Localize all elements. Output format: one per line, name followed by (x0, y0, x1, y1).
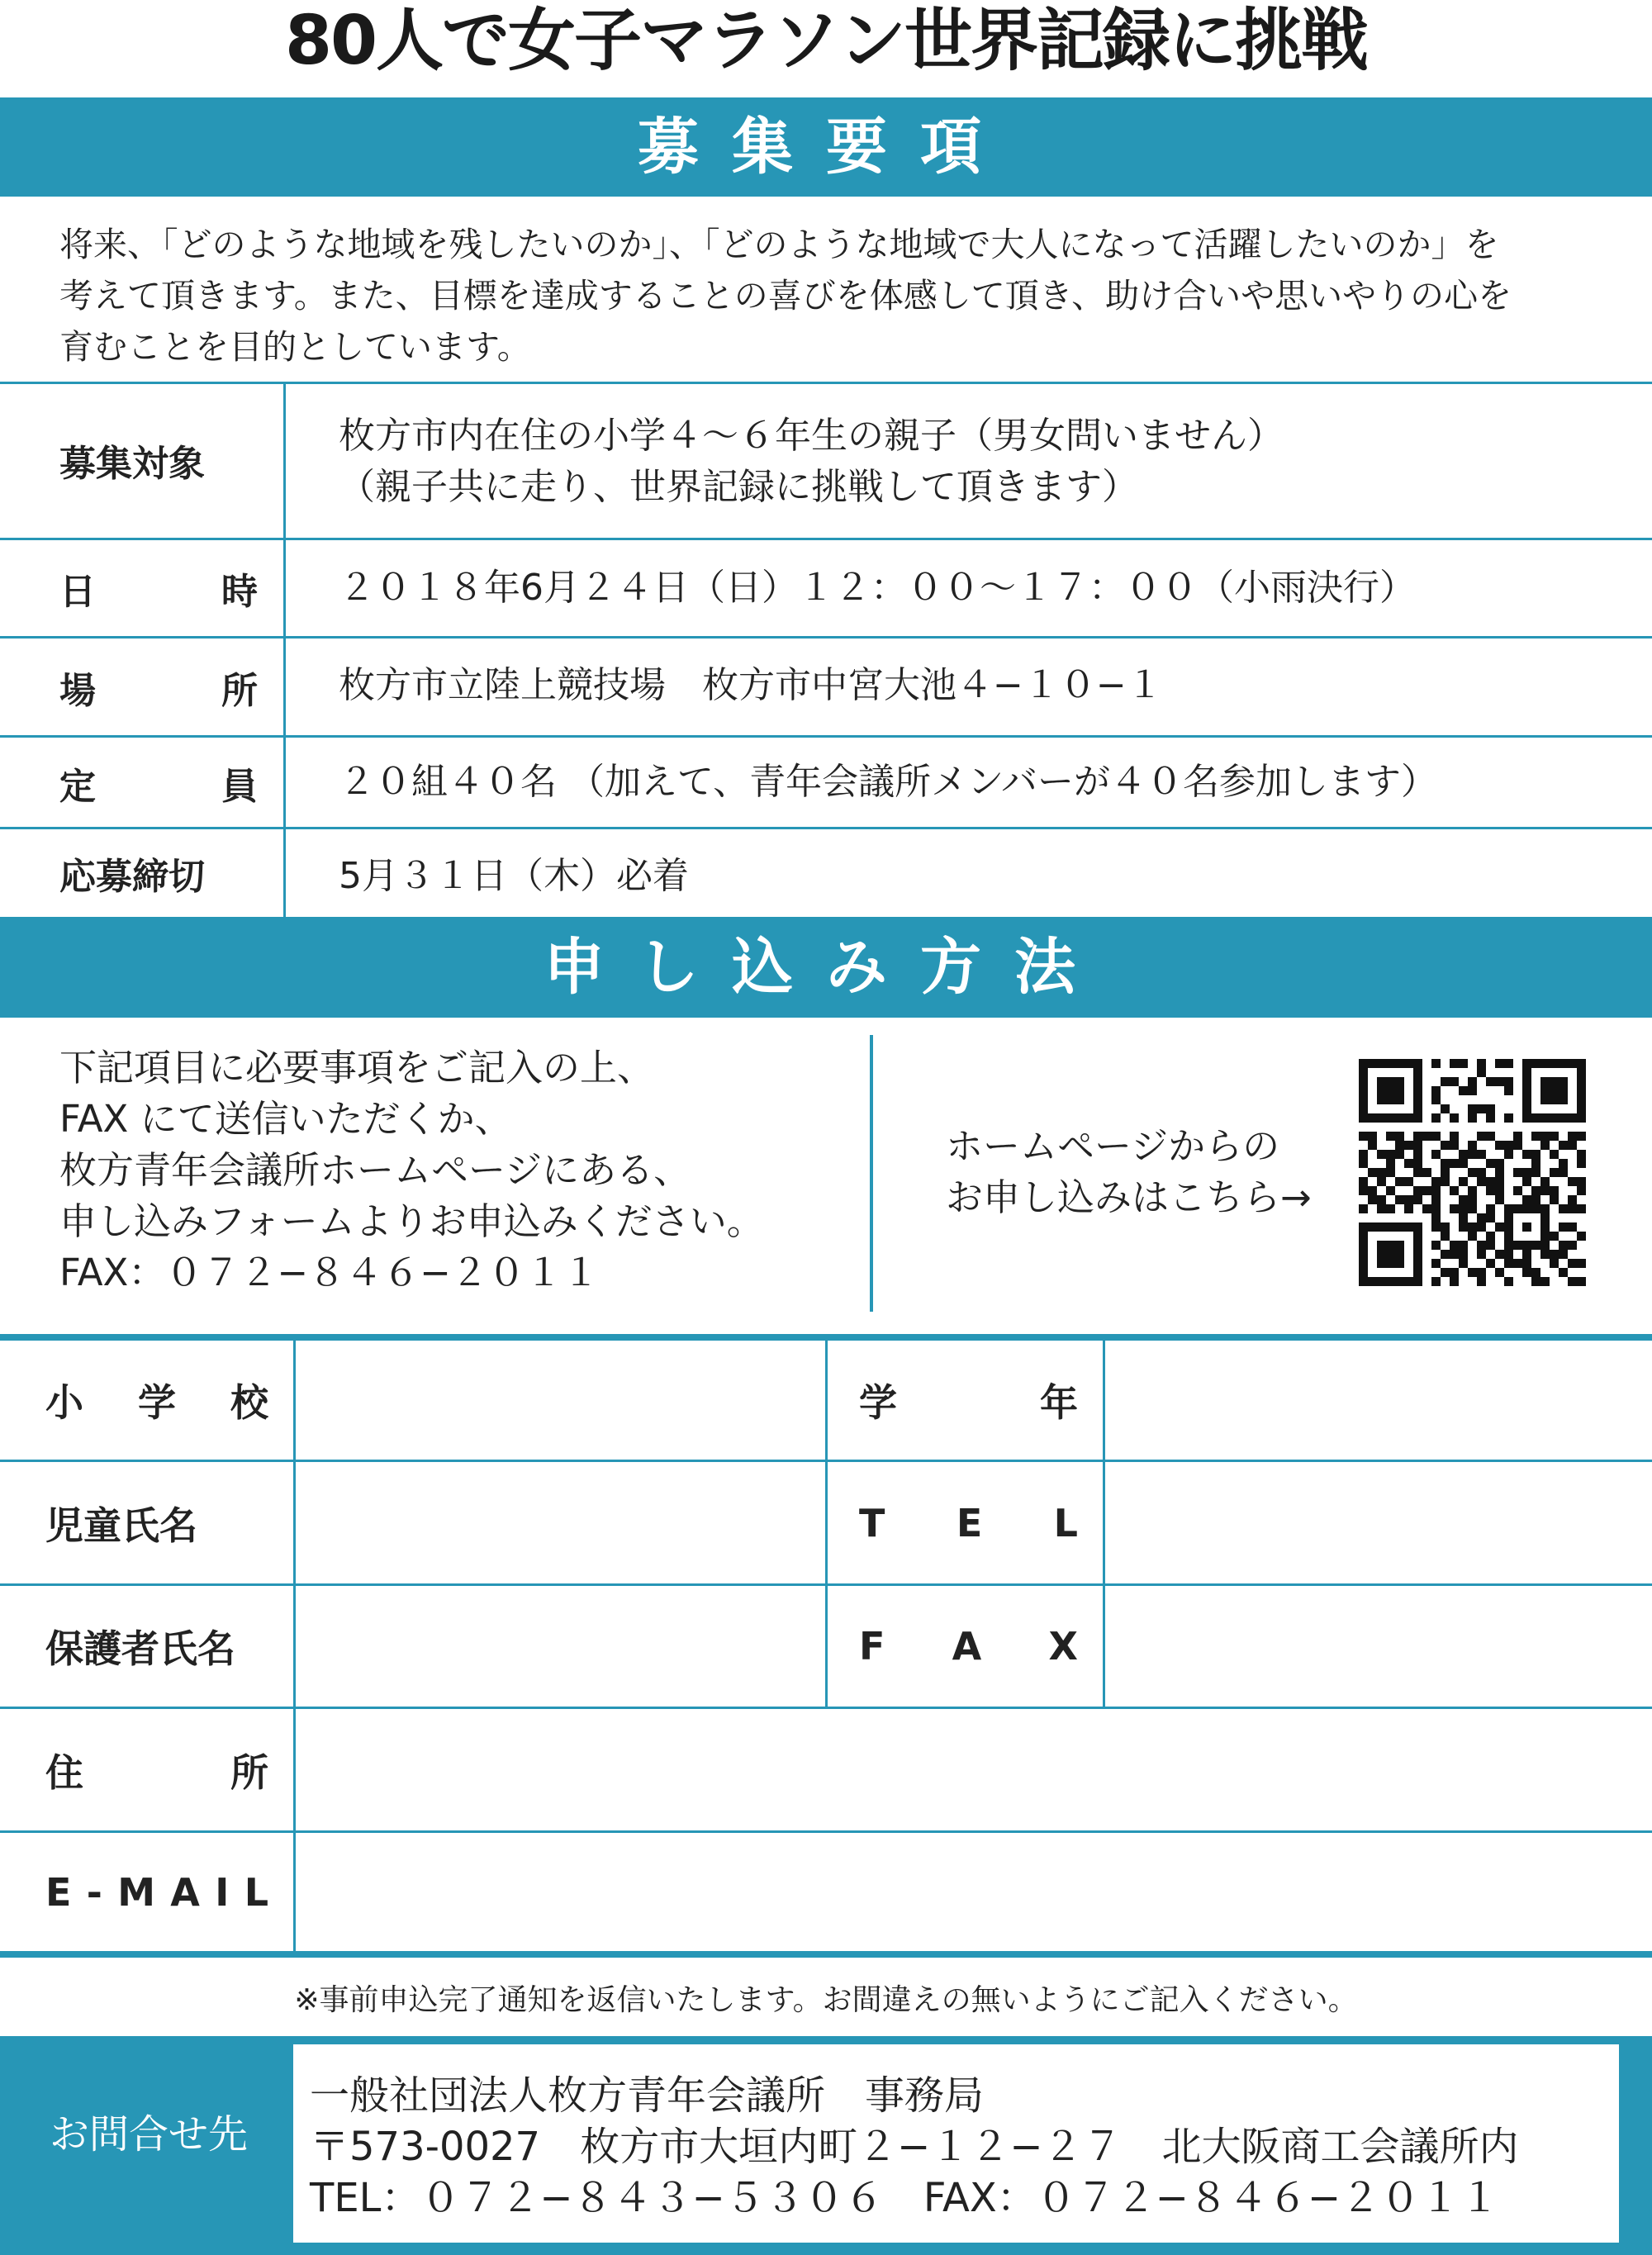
label-char: 住 (45, 1749, 83, 1795)
contact-label: お問合せ先 (50, 2111, 249, 2158)
label-char: 日 (59, 571, 96, 613)
label-char: 場 (59, 670, 96, 712)
label-char: A (952, 1624, 982, 1669)
value-datetime: ２０１８年6月２４日（日）１２：００～１７：００（小雨決行） (339, 567, 1416, 609)
label-char: 所 (230, 1749, 268, 1795)
label-char: 小 (45, 1380, 83, 1425)
page-title: 80人で女子マラソン世界記録に挑戦 (284, 2, 1368, 80)
email-field[interactable] (297, 1833, 1652, 1951)
label-char: F (859, 1624, 885, 1669)
label-char: L (1053, 1500, 1078, 1545)
label-char: A (170, 1869, 200, 1915)
method-divider (870, 1035, 873, 1312)
homepage-line: ホームページからの (946, 1124, 1280, 1168)
label-school (45, 1341, 268, 1460)
intro-line: 将来、「どのような地域を残したいのか」、「どのような地域で大人になって活躍したいのか」を (59, 225, 1499, 264)
form-bottom-border (0, 1951, 1652, 1958)
label-address (45, 1709, 268, 1830)
label-capacity (59, 738, 258, 828)
method-line: FAX：０７２−８４６−２０１１ (59, 1251, 600, 1294)
label-char: 員 (221, 765, 258, 808)
guardian-name-field[interactable] (297, 1586, 824, 1707)
method-line: 枚方青年会議所ホームページにある、 (59, 1148, 691, 1192)
label-place (59, 639, 258, 736)
label-char: M (117, 1869, 155, 1915)
school-field[interactable] (297, 1341, 824, 1460)
intro-line: 育むことを目的としています。 (59, 327, 531, 367)
homepage-line: お申し込みはこちら→ (946, 1175, 1312, 1219)
label-char: T (859, 1500, 885, 1545)
value-target-line1: 枚方市内在住の小学４～６年生の親子（男女問いません） (339, 415, 1284, 457)
contact-phone-fax: TEL：０７２−８４３−５３０６ FAX：０７２−８４６−２０１１ (310, 2175, 1500, 2221)
label-char: - (86, 1869, 102, 1915)
label-char: 時 (221, 571, 258, 613)
label-char: 所 (221, 670, 258, 712)
section-header-recruitment: 募集要項 (0, 97, 1652, 197)
value-capacity: ２０組４０名 （加えて、青年会議所メンバーが４０名参加します） (339, 761, 1438, 803)
column-divider (1103, 1338, 1105, 1709)
grade-field[interactable] (1107, 1341, 1652, 1460)
child-name-field[interactable] (297, 1462, 824, 1583)
intro-text (59, 219, 1612, 373)
section-header-application: 申し込み方法 (0, 917, 1652, 1018)
column-divider (293, 1338, 296, 1954)
label-char: 学 (859, 1380, 897, 1425)
value-target-line2: （親子共に走り、世界記録に挑戦して頂きます） (339, 466, 1138, 508)
method-text (59, 1042, 764, 1298)
method-line: 下記項目に必要事項をご記入の上、 (59, 1046, 655, 1090)
fax-field[interactable] (1107, 1586, 1652, 1707)
label-datetime (59, 539, 258, 637)
homepage-text (946, 1121, 1312, 1223)
label-char: 校 (230, 1380, 268, 1425)
contact-address: 〒573-0027 枚方市大垣内町２−１２−２７ 北大阪商工会議所内 (310, 2124, 1519, 2170)
qr-code-icon[interactable] (1359, 1059, 1586, 1286)
label-char: 定 (59, 765, 96, 808)
method-line: FAX にて送信いただくか、 (59, 1097, 512, 1141)
label-char: L (244, 1869, 268, 1915)
value-place: 枚方市立陸上競技場 枚方市中宮大池４−１０−１ (339, 664, 1163, 706)
label-char: X (1048, 1624, 1078, 1669)
label-char: E (45, 1869, 72, 1915)
label-tel (859, 1462, 1078, 1583)
contact-organization: 一般社団法人枚方青年会議所 事務局 (310, 2072, 985, 2119)
column-divider (283, 382, 286, 919)
label-child-name: 児童氏名 (45, 1503, 197, 1548)
method-line: 申し込みフォームよりお申込みください。 (59, 1199, 764, 1243)
label-guardian-name: 保護者氏名 (45, 1626, 235, 1671)
label-char: 年 (1040, 1380, 1078, 1425)
notice-text: ※事前申込完了通知を返信いたします。お間違えの無いようにご記入ください。 (294, 1983, 1358, 2017)
label-char: 学 (138, 1380, 176, 1425)
column-divider (825, 1338, 828, 1709)
tel-field[interactable] (1107, 1462, 1652, 1583)
address-field[interactable] (297, 1709, 1652, 1830)
label-fax (859, 1586, 1078, 1707)
label-char: I (215, 1869, 230, 1915)
intro-line: 考えて頂きます。また、目標を達成することの喜びを体感して頂き、助け合いや思いやりの心を (59, 276, 1512, 316)
value-target (339, 411, 1284, 513)
label-target: 募集対象 (59, 443, 205, 485)
label-deadline: 応募締切 (59, 856, 205, 898)
value-deadline: 5月３１日（木）必着 (339, 855, 689, 897)
label-email (45, 1833, 268, 1951)
label-grade (859, 1341, 1078, 1460)
label-char: E (956, 1500, 983, 1545)
